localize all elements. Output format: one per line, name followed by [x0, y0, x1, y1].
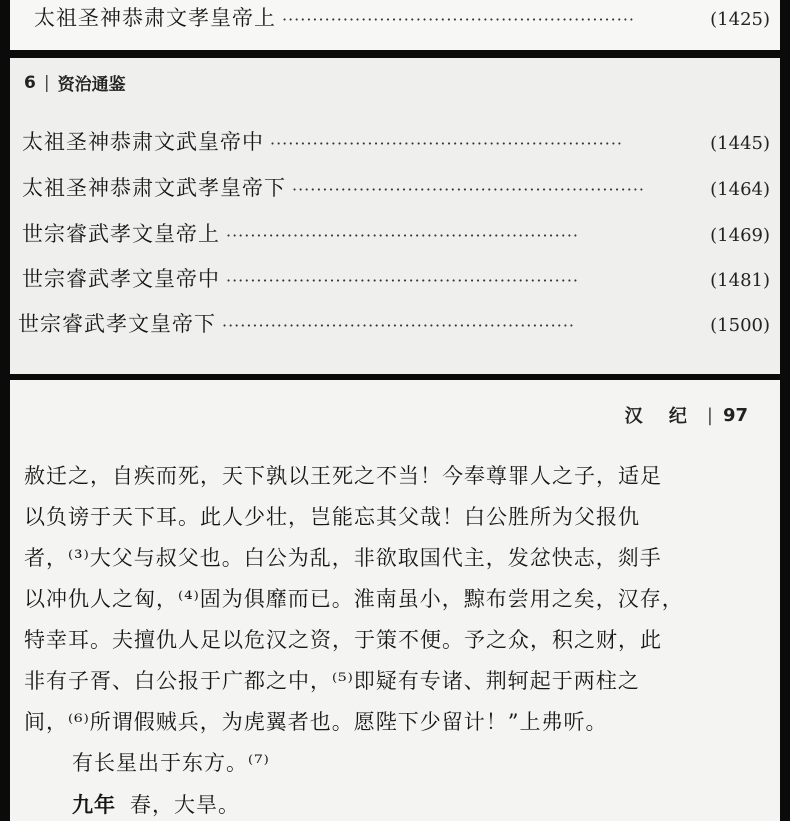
toc-leader-dots: ··························································: [222, 316, 575, 335]
body-text: [24, 456, 770, 821]
toc-entry-title: 太祖圣神恭肃文孝皇帝上: [34, 6, 276, 30]
text-line: [24, 784, 770, 821]
toc-entry-page: (1500): [710, 315, 770, 336]
toc-entry: [18, 308, 770, 338]
toc-entry-page: (1425): [710, 9, 770, 30]
text-line: 间，⁽⁶⁾所谓假贼兵，为虎翼者也。愿陛下少留计！”上弗听。: [24, 710, 608, 734]
toc-entry-page: (1469): [710, 225, 770, 246]
text-line: 者，⁽³⁾大父与叔父也。白公为乱，非欲取国代主，发忿快志，剡手: [24, 546, 662, 570]
toc-entry: [34, 2, 770, 32]
toc-entry-title: 世宗睿武孝文皇帝下: [18, 312, 216, 336]
text-line: 以负谤于天下耳。此人少壮，岂能忘其父哉！白公胜所为父报仇: [24, 505, 640, 529]
toc-entry-page: (1481): [710, 270, 770, 291]
header-separator: |: [43, 72, 50, 93]
header-separator: |: [706, 404, 713, 426]
toc-entry: [22, 172, 770, 202]
section-title: 汉 纪: [624, 406, 697, 427]
toc-entry-title: 太祖圣神恭肃文武孝皇帝下: [22, 176, 286, 200]
toc-entry: [22, 218, 770, 248]
year-label: 九年: [72, 792, 116, 817]
text-page: [10, 380, 780, 821]
text-line: 以冲仇人之匈，⁽⁴⁾固为俱靡而已。淮南虽小，黥布尝用之矣，汉存，: [24, 587, 684, 611]
text-line: 有长星出于东方。⁽⁷⁾: [72, 751, 270, 775]
page-header: [625, 402, 748, 428]
book-title: 资治通鉴: [57, 75, 126, 95]
toc-leader-dots: ··························································: [226, 271, 579, 290]
toc-entry-title: 太祖圣神恭肃文武皇帝中: [22, 130, 264, 154]
toc-leader-dots: ··························································: [226, 226, 579, 245]
toc-leader-dots: ··························································: [292, 180, 645, 199]
text-line: 赦迁之，自疾而死，天下孰以王死之不当！今奉尊罪人之子，适足: [24, 464, 662, 488]
year-text: 春，大旱。: [130, 793, 240, 817]
toc-leader-dots: ··························································: [270, 134, 623, 153]
toc-entry-page: (1464): [710, 179, 770, 200]
text-line: 非有子胥、白公报于广都之中，⁽⁵⁾即疑有专诸、荆轲起于两柱之: [24, 669, 640, 693]
toc-entry-title: 世宗睿武孝文皇帝中: [22, 267, 220, 291]
toc-entry-title: 世宗睿武孝文皇帝上: [22, 222, 220, 246]
page-number: 97: [722, 404, 748, 426]
toc-entry-page: (1445): [710, 133, 770, 154]
top-page-fragment: [10, 0, 780, 50]
page-header: [24, 70, 126, 95]
page-number: 6: [24, 72, 36, 93]
toc-leader-dots: ··························································: [282, 10, 635, 29]
toc-page: [10, 58, 780, 374]
text-line: 特幸耳。夫擅仇人足以危汉之资，于策不便。予之众，积之财，此: [24, 628, 662, 652]
toc-entry: [22, 263, 770, 293]
toc-entry: [22, 126, 770, 156]
